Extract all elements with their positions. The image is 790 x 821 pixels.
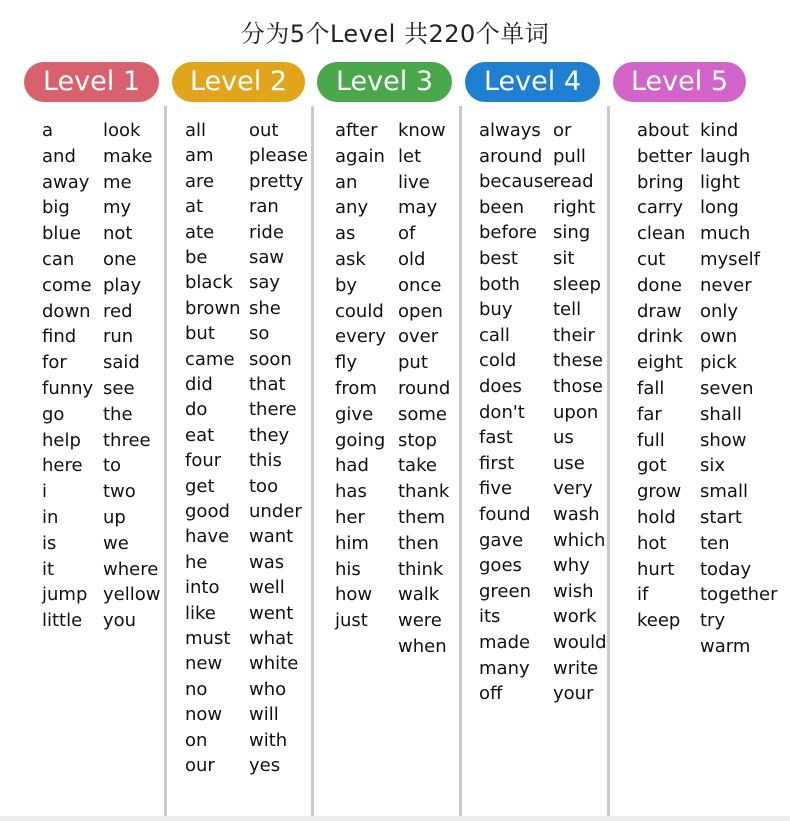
word-item: did (185, 374, 213, 395)
word-item: but (185, 323, 215, 345)
word-item: of (398, 223, 416, 245)
word-item: today (700, 558, 752, 580)
column-divider (459, 106, 462, 816)
word-item: up (103, 507, 126, 528)
word-item: i (42, 481, 48, 503)
word-item: just (335, 610, 368, 632)
word-item: down (42, 300, 91, 322)
word-item: made (479, 632, 531, 653)
word-item: his (335, 558, 361, 580)
word-item: write (553, 657, 599, 679)
word-item: in (42, 507, 59, 528)
level-5-badge: Level 5 (613, 62, 746, 102)
page-title: 分为5个Level 共220个单词 (240, 20, 550, 48)
word-item: said (103, 352, 140, 374)
word-item: open (398, 300, 443, 322)
word-item: were (398, 610, 442, 632)
word-item: has (335, 481, 367, 503)
word-item: both (479, 273, 520, 295)
word-item: an (335, 171, 358, 193)
word-item: we (103, 532, 129, 554)
word-item: out (249, 120, 279, 141)
word-item: was (249, 551, 285, 573)
word-item: fly (335, 352, 357, 374)
word-item: thank (398, 481, 450, 503)
word-item: clean (637, 223, 686, 245)
word-item: use (553, 452, 585, 474)
column-divider (164, 106, 167, 816)
word-item: this (249, 450, 282, 472)
word-item: together (700, 584, 778, 606)
word-item: ran (249, 196, 279, 218)
word-item: or (553, 120, 572, 141)
word-item: full (637, 429, 665, 451)
word-item: work (553, 606, 597, 628)
word-item: then (398, 532, 439, 554)
word-item: to (103, 455, 122, 477)
word-item: start (700, 507, 742, 528)
word-item: shall (700, 403, 742, 425)
word-item: can (42, 249, 75, 270)
word-item: because (479, 171, 555, 193)
word-item: always (479, 120, 541, 141)
word-item: pull (553, 145, 586, 167)
word-item: take (398, 455, 437, 477)
word-item: him (335, 532, 369, 554)
word-item: like (185, 602, 216, 624)
word-item: good (185, 501, 230, 522)
word-item: goes (479, 555, 522, 577)
word-item: run (103, 326, 134, 348)
word-item: only (700, 300, 739, 322)
word-item: if (637, 584, 649, 606)
word-item: us (553, 427, 574, 449)
word-item: a (42, 120, 54, 141)
word-item: sit (553, 248, 575, 269)
word-item: do (185, 399, 208, 421)
word-item: many (479, 657, 530, 679)
word-item: about (637, 120, 689, 141)
word-item: right (553, 196, 596, 218)
word-item: you (103, 610, 137, 632)
word-item: does (479, 376, 522, 397)
word-item: one (103, 249, 137, 270)
word-item: draw (637, 300, 682, 322)
word-item: gave (479, 529, 524, 551)
word-item: six (700, 455, 726, 477)
word-item: their (553, 324, 595, 346)
word-item: what (249, 628, 294, 649)
word-item: them (398, 507, 446, 528)
word-item: jump (42, 584, 88, 606)
column-divider (311, 106, 314, 816)
word-item: bring (637, 171, 684, 193)
word-item: put (398, 352, 428, 374)
word-item: on (185, 729, 208, 751)
word-item: every (335, 326, 386, 348)
word-item: will (249, 704, 279, 726)
word-item: own (700, 326, 738, 348)
word-item: try (700, 610, 726, 632)
word-item: went (249, 602, 294, 624)
word-item: green (479, 580, 531, 602)
word-item: pick (700, 352, 737, 374)
word-item: eight (637, 352, 683, 374)
word-item: red (103, 300, 133, 322)
word-item: been (479, 196, 524, 218)
word-item: little (42, 610, 83, 632)
word-item: laugh (700, 145, 751, 167)
word-item: not (103, 223, 133, 245)
word-item: is (42, 532, 57, 554)
word-item: around (479, 145, 543, 167)
word-item: think (398, 558, 444, 580)
level-4-badge: Level 4 (465, 62, 600, 102)
word-item: why (553, 555, 590, 577)
word-item: seven (700, 378, 754, 399)
word-item: have (185, 526, 230, 548)
word-item: big (42, 197, 70, 219)
word-item: well (249, 577, 285, 599)
word-item: look (103, 120, 141, 141)
word-item: very (553, 478, 593, 500)
word-item: keep (637, 610, 681, 632)
word-item: hurt (637, 558, 675, 580)
word-item: sing (553, 222, 591, 244)
word-item: three (103, 429, 151, 451)
word-item: small (700, 481, 748, 503)
word-item: much (700, 223, 751, 245)
word-item: four (185, 450, 222, 472)
word-item: these (553, 350, 603, 372)
word-item: those (553, 376, 603, 397)
word-item: could (335, 300, 384, 322)
word-item: warm (700, 636, 751, 657)
word-item: our (185, 755, 215, 776)
word-item: here (42, 455, 83, 477)
word-item: away (42, 171, 90, 193)
word-item: fall (637, 378, 665, 399)
word-item: after (335, 120, 378, 141)
word-item: carry (637, 197, 684, 219)
word-item: wash (553, 504, 600, 525)
word-item: sleep (553, 273, 601, 295)
word-item: am (185, 145, 214, 167)
word-item: give (335, 403, 374, 425)
word-item: funny (42, 378, 94, 399)
word-item: go (42, 403, 65, 425)
level-1-badge: Level 1 (24, 62, 159, 102)
word-item: done (637, 274, 682, 296)
word-item: never (700, 274, 752, 296)
word-item: tell (553, 299, 582, 321)
word-item: upon (553, 401, 599, 423)
word-item: she (249, 297, 281, 319)
word-item: myself (700, 249, 760, 270)
word-item: my (103, 197, 132, 219)
word-item: so (249, 323, 270, 345)
word-item: where (103, 558, 159, 580)
word-item: buy (479, 299, 513, 321)
word-item: again (335, 145, 385, 167)
word-item: going (335, 429, 386, 451)
word-item: who (249, 678, 287, 700)
word-item: know (398, 120, 446, 141)
word-item: as (335, 223, 356, 245)
word-item: cold (479, 350, 517, 372)
word-item: over (398, 326, 439, 348)
word-item: under (249, 501, 302, 522)
level-2-badge: Level 2 (172, 62, 305, 102)
word-item: round (398, 378, 451, 399)
word-item: there (249, 399, 297, 421)
word-item: off (479, 683, 503, 705)
word-item: which (553, 529, 606, 551)
word-item: fast (479, 427, 513, 449)
word-item: best (479, 248, 518, 269)
word-item: show (700, 429, 747, 451)
word-item: white (249, 653, 299, 675)
word-item: see (103, 378, 135, 399)
word-item: make (103, 145, 153, 167)
word-item: hot (637, 532, 667, 554)
word-item: your (553, 683, 594, 705)
word-item: pretty (249, 170, 304, 192)
word-item: ride (249, 221, 284, 243)
word-item: brown (185, 297, 241, 319)
word-item: it (42, 558, 55, 580)
word-item: no (185, 678, 208, 700)
word-item: had (335, 455, 369, 477)
word-item: yellow (103, 584, 161, 606)
word-item: find (42, 326, 77, 348)
word-item: grow (637, 481, 682, 503)
word-item: yes (249, 755, 281, 776)
word-item: for (42, 352, 67, 374)
word-item: with (249, 729, 288, 751)
word-item: now (185, 704, 223, 726)
word-item: too (249, 475, 279, 497)
word-item: must (185, 628, 231, 649)
word-item: that (249, 374, 286, 395)
word-item: all (185, 120, 207, 141)
word-item: he (185, 551, 208, 573)
word-item: before (479, 222, 537, 244)
word-item: play (103, 274, 142, 296)
word-item: old (398, 249, 426, 270)
word-item: got (637, 455, 667, 477)
word-item: new (185, 653, 223, 675)
word-item: drink (637, 326, 683, 348)
word-item: may (398, 197, 438, 219)
word-item: two (103, 481, 136, 503)
word-item: at (185, 196, 204, 218)
word-item: came (185, 348, 235, 370)
word-item: once (398, 274, 442, 296)
word-item: want (249, 526, 294, 548)
word-item: its (479, 606, 501, 628)
word-item: light (700, 171, 740, 193)
word-item: better (637, 145, 693, 167)
word-item: cut (637, 249, 666, 270)
word-item: stop (398, 429, 437, 451)
word-item: when (398, 636, 447, 657)
word-item: please (249, 145, 308, 167)
word-item: black (185, 272, 233, 294)
word-item: hold (637, 507, 676, 528)
word-item: ten (700, 532, 730, 554)
word-item: help (42, 429, 81, 451)
word-item: from (335, 378, 377, 399)
word-item: the (103, 403, 133, 425)
word-item: saw (249, 247, 285, 268)
word-item: let (398, 145, 422, 167)
word-item: blue (42, 223, 81, 245)
word-item: call (479, 324, 510, 346)
word-item: far (637, 403, 662, 425)
word-item: read (553, 171, 594, 193)
word-item: ate (185, 221, 215, 243)
word-item: me (103, 171, 132, 193)
word-item: and (42, 145, 76, 167)
word-item: be (185, 247, 208, 268)
word-item: her (335, 507, 365, 528)
word-item: long (700, 197, 739, 219)
column-divider (607, 106, 610, 816)
word-item: say (249, 272, 281, 294)
word-item: wish (553, 580, 594, 602)
word-item: how (335, 584, 373, 606)
word-item: walk (398, 584, 440, 606)
word-item: by (335, 274, 358, 296)
word-item: are (185, 170, 215, 192)
word-item: first (479, 452, 515, 474)
word-item: don't (479, 401, 525, 423)
word-item: would (553, 632, 607, 653)
word-item: five (479, 478, 513, 500)
word-item: live (398, 171, 430, 193)
word-item: some (398, 403, 447, 425)
word-item: eat (185, 424, 215, 446)
word-item: soon (249, 348, 292, 370)
level-3-badge: Level 3 (317, 62, 452, 102)
word-item: into (185, 577, 220, 599)
bottom-band (0, 816, 790, 821)
word-item: any (335, 197, 369, 219)
word-item: come (42, 274, 92, 296)
word-item: get (185, 475, 215, 497)
word-item: kind (700, 120, 739, 141)
word-item: they (249, 424, 290, 446)
word-item: ask (335, 249, 366, 270)
word-item: found (479, 504, 531, 525)
